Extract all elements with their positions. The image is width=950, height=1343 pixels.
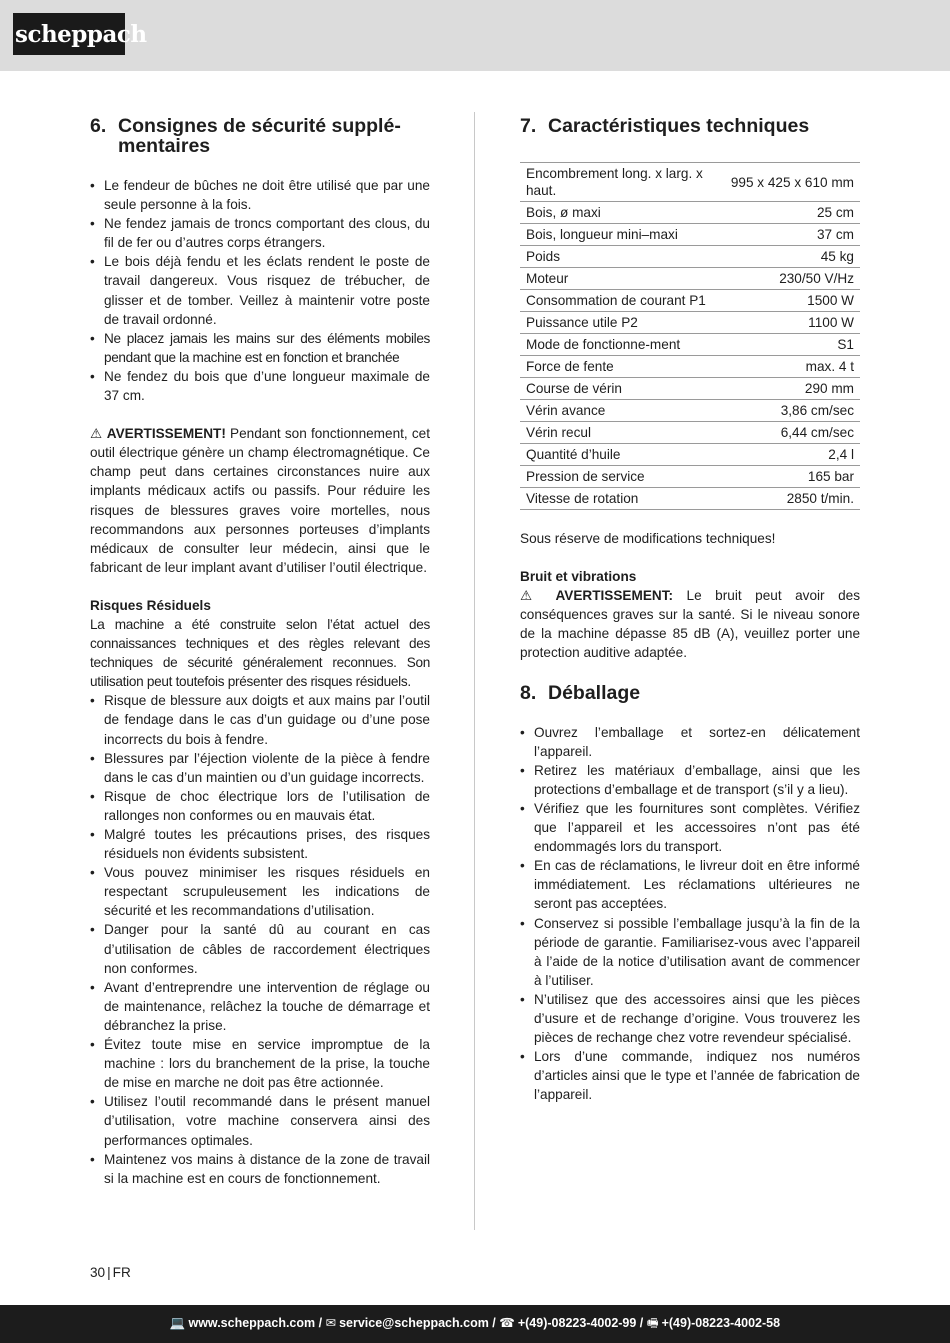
table-row [520, 356, 860, 378]
warning-label: AVERTISSEMENT! [106, 426, 226, 442]
list-item: • Conservez si possible l’emballage jusqu’à la fin de la période de garantie. Familiarisez-vous avec l’appareil à l’aide de la notice d’utilisation avant de commencer à l’utiliser. [520, 914, 860, 990]
footer-email[interactable]: service@scheppach.com / [339, 1316, 496, 1330]
section-8-title: Déballage [548, 681, 641, 704]
spec-value: 995 x 425 x 610 mm [712, 163, 860, 202]
section-6-heading [90, 116, 430, 156]
table-row [520, 163, 860, 202]
fax-icon: 🖷 [646, 1316, 659, 1330]
header-band [0, 0, 950, 71]
table-row [520, 444, 860, 466]
right-column [520, 116, 860, 1104]
warning-triangle-icon: ⚠ [520, 588, 542, 604]
spec-value: 1500 W [712, 290, 860, 312]
spec-value: 165 bar [712, 466, 860, 488]
residual-risks-heading: Risques Résiduels [90, 597, 211, 613]
list-item: • Malgré toutes les précautions prises, des risques résiduels non évidents subsistent. [90, 825, 430, 863]
list-item: • Ne placez jamais les mains sur des éléments mobiles pendant que la machine est en fonction et branchée [90, 329, 430, 367]
spec-label: Encombrement long. x larg. x haut. [520, 163, 712, 202]
spec-value: 2,4 l [712, 444, 860, 466]
noise-warning-paragraph [520, 586, 860, 662]
warning-triangle-icon: ⚠ [90, 426, 103, 442]
spec-label: Puissance utile P2 [520, 312, 712, 334]
brand-logo: scheppach [13, 13, 125, 55]
section-7-number: 7. [520, 115, 537, 137]
list-item: • En cas de réclamations, le livreur doit en être informé immédiatement. Les réclamations ultérieures ne seront pas acceptées. [520, 856, 860, 913]
table-row [520, 312, 860, 334]
spec-label: Poids [520, 246, 712, 268]
spec-value: 290 mm [712, 378, 860, 400]
mail-icon: ✉ [325, 1316, 337, 1330]
spec-value: S1 [712, 334, 860, 356]
list-item: • Vérifiez que les fournitures sont complètes. Vérifiez que l’appareil et les accessoires n’ont pas été endommagés lors du transport. [520, 799, 860, 856]
list-item: • Utilisez l’outil recommandé dans le présent manuel d’utilisation, votre machine conservera ainsi des performances optimales. [90, 1092, 430, 1149]
spec-label: Vitesse de rotation [520, 488, 712, 510]
section-8-heading [520, 683, 860, 703]
section-7-title: Caractéristiques techniques [548, 115, 810, 137]
table-row [520, 268, 860, 290]
footer-website[interactable]: www.scheppach.com / [188, 1316, 323, 1330]
list-item: • Blessures par l’éjection violente de la pièce à fendre dans le cas d’un maintien ou d’un guidage incorrects. [90, 749, 430, 787]
spec-table [520, 162, 860, 510]
spec-value: 25 cm [712, 202, 860, 224]
list-item: • Maintenez vos mains à distance de la zone de travail si la machine est en cours de fonctionnement. [90, 1150, 430, 1188]
list-item: • Risque de blessure aux doigts et aux mains par l’outil de fendage dans le cas d’un guidage ou d’une pose incorrects du bois à fendre. [90, 691, 430, 748]
spec-label: Bois, ø maxi [520, 202, 712, 224]
page-separator: | [107, 1265, 111, 1280]
spec-label: Course de vérin [520, 378, 712, 400]
list-item: • Risque de choc électrique lors de l’utilisation de rallonges non conformes ou en mauvais état. [90, 787, 430, 825]
footer-fax: +(49)-08223-4002-58 [661, 1316, 781, 1330]
list-item: • Avant d’entreprendre une intervention de réglage ou de maintenance, relâchez la touche de démarrage et débranchez la prise. [90, 978, 430, 1035]
emf-warning-paragraph [90, 424, 430, 577]
list-item: • Vous pouvez minimiser les risques résiduels en respectant scrupuleusement les indications de sécurité et les recommandations d’utilisation. [90, 863, 430, 920]
list-item: • Ne fendez du bois que d’une longueur maximale de 37 cm. [90, 367, 430, 405]
table-row [520, 224, 860, 246]
spec-value: 45 kg [712, 246, 860, 268]
page-language: FR [112, 1265, 131, 1280]
page-number [90, 1265, 131, 1280]
table-row [520, 466, 860, 488]
section-6-bullet-list [90, 176, 430, 405]
warning-label: AVERTISSEMENT: [555, 588, 674, 604]
spec-label: Bois, longueur mini–maxi [520, 224, 712, 246]
footer-bar [0, 1305, 950, 1343]
spec-value: 1100 W [712, 312, 860, 334]
warning-text: Le bruit peut avoir des conséquences graves sur la santé. Si le niveau sonore de la machine dépasse 85 dB (A), veuillez porter une protection auditive adaptée. [520, 588, 861, 661]
spec-value: 37 cm [712, 224, 860, 246]
table-row [520, 202, 860, 224]
spec-value: 2850 t/min. [712, 488, 860, 510]
spec-label: Vérin recul [520, 422, 712, 444]
table-row [520, 290, 860, 312]
section-8-bullet-list [520, 723, 860, 1105]
table-row [520, 246, 860, 268]
spec-label: Quantité d’huile [520, 444, 712, 466]
list-item: • Le bois déjà fendu et les éclats rendent le poste de travail dangereux. Vous risquez de trébucher, de glisser et de tomber. Veillez à maintenir votre poste de travail ordonné. [90, 252, 430, 328]
section-8-number: 8. [520, 681, 537, 704]
table-row [520, 422, 860, 444]
spec-label: Vérin avance [520, 400, 712, 422]
spec-value: 230/50 V/Hz [712, 268, 860, 290]
list-item: • Le fendeur de bûches ne doit être utilisé que par une seule personne à la fois. [90, 176, 430, 214]
spec-value: 3,86 cm/sec [712, 400, 860, 422]
spec-value: max. 4 t [712, 356, 860, 378]
table-row [520, 400, 860, 422]
footer-phone: +(49)-08223-4002-99 / [517, 1316, 644, 1330]
list-item: • Ouvrez l’emballage et sortez-en délicatement l’appareil. [520, 723, 860, 761]
spec-label: Pression de service [520, 466, 712, 488]
section-6-title: Consignes de sécurité supplé- mentaires [118, 115, 401, 157]
noise-heading: Bruit et vibrations [520, 569, 637, 585]
list-item: • N’utilisez que des accessoires ainsi que les pièces d’usure et de rechange d’origine. Vous trouverez les pièces de rechange chez votre revendeur spécialisé. [520, 990, 860, 1047]
list-item: • Lors d’une commande, indiquez nos numéros d’articles ainsi que le type et l’année de fabrication de l’appareil. [520, 1047, 860, 1104]
list-item: • Retirez les matériaux d’emballage, ainsi que les protections d’emballage et de transport (s’il y a lieu). [520, 761, 860, 799]
spec-note: Sous réserve de modifications techniques! [520, 531, 776, 546]
table-row [520, 488, 860, 510]
warning-text: Pendant son fonctionnement, cet outil électrique génère un champ électromagnétique. Ce champ peut dans certaines circonstances nuire aux implants médicaux actifs ou passifs. Pour réduire les risques de blessures graves voire mortelles, nous recommandons aux personnes porteuses d’implants médicaux de consulter leur médecin, ainsi que le fabricant de leur implant avant d’utiliser l’outil électrique. [90, 426, 430, 575]
table-row [520, 378, 860, 400]
residual-risks-intro: La machine a été construite selon l’état actuel des connaissances techniques et des règles relevant des techniques de sécurité généralement reconnues. Son utilisation peut toutefois présenter des risques résiduels. [90, 616, 430, 690]
spec-label: Consommation de courant P1 [520, 290, 712, 312]
spec-value: 6,44 cm/sec [712, 422, 860, 444]
spec-label: Force de fente [520, 356, 712, 378]
list-item: • Ne fendez jamais de troncs comportant des clous, du fil de fer ou d’autres corps étrangers. [90, 214, 430, 252]
list-item: • Évitez toute mise en service impromptue de la machine : lors du branchement de la prise, la touche de mise en marche ne doit pas être actionnée. [90, 1035, 430, 1092]
table-row [520, 334, 860, 356]
section-6-number: 6. [90, 115, 107, 137]
left-column [90, 116, 430, 1188]
computer-icon: 💻 [169, 1316, 186, 1330]
page-number-value: 30 [90, 1265, 106, 1280]
spec-label: Moteur [520, 268, 712, 290]
spec-label: Mode de fonctionne-ment [520, 334, 712, 356]
column-divider [474, 112, 475, 1230]
residual-risks-list [90, 691, 430, 1187]
list-item: • Danger pour la santé dû au courant en cas d’utilisation de câbles de raccordement électriques non conformes. [90, 920, 430, 977]
phone-icon: ☎ [499, 1316, 515, 1330]
section-7-heading [520, 116, 860, 136]
